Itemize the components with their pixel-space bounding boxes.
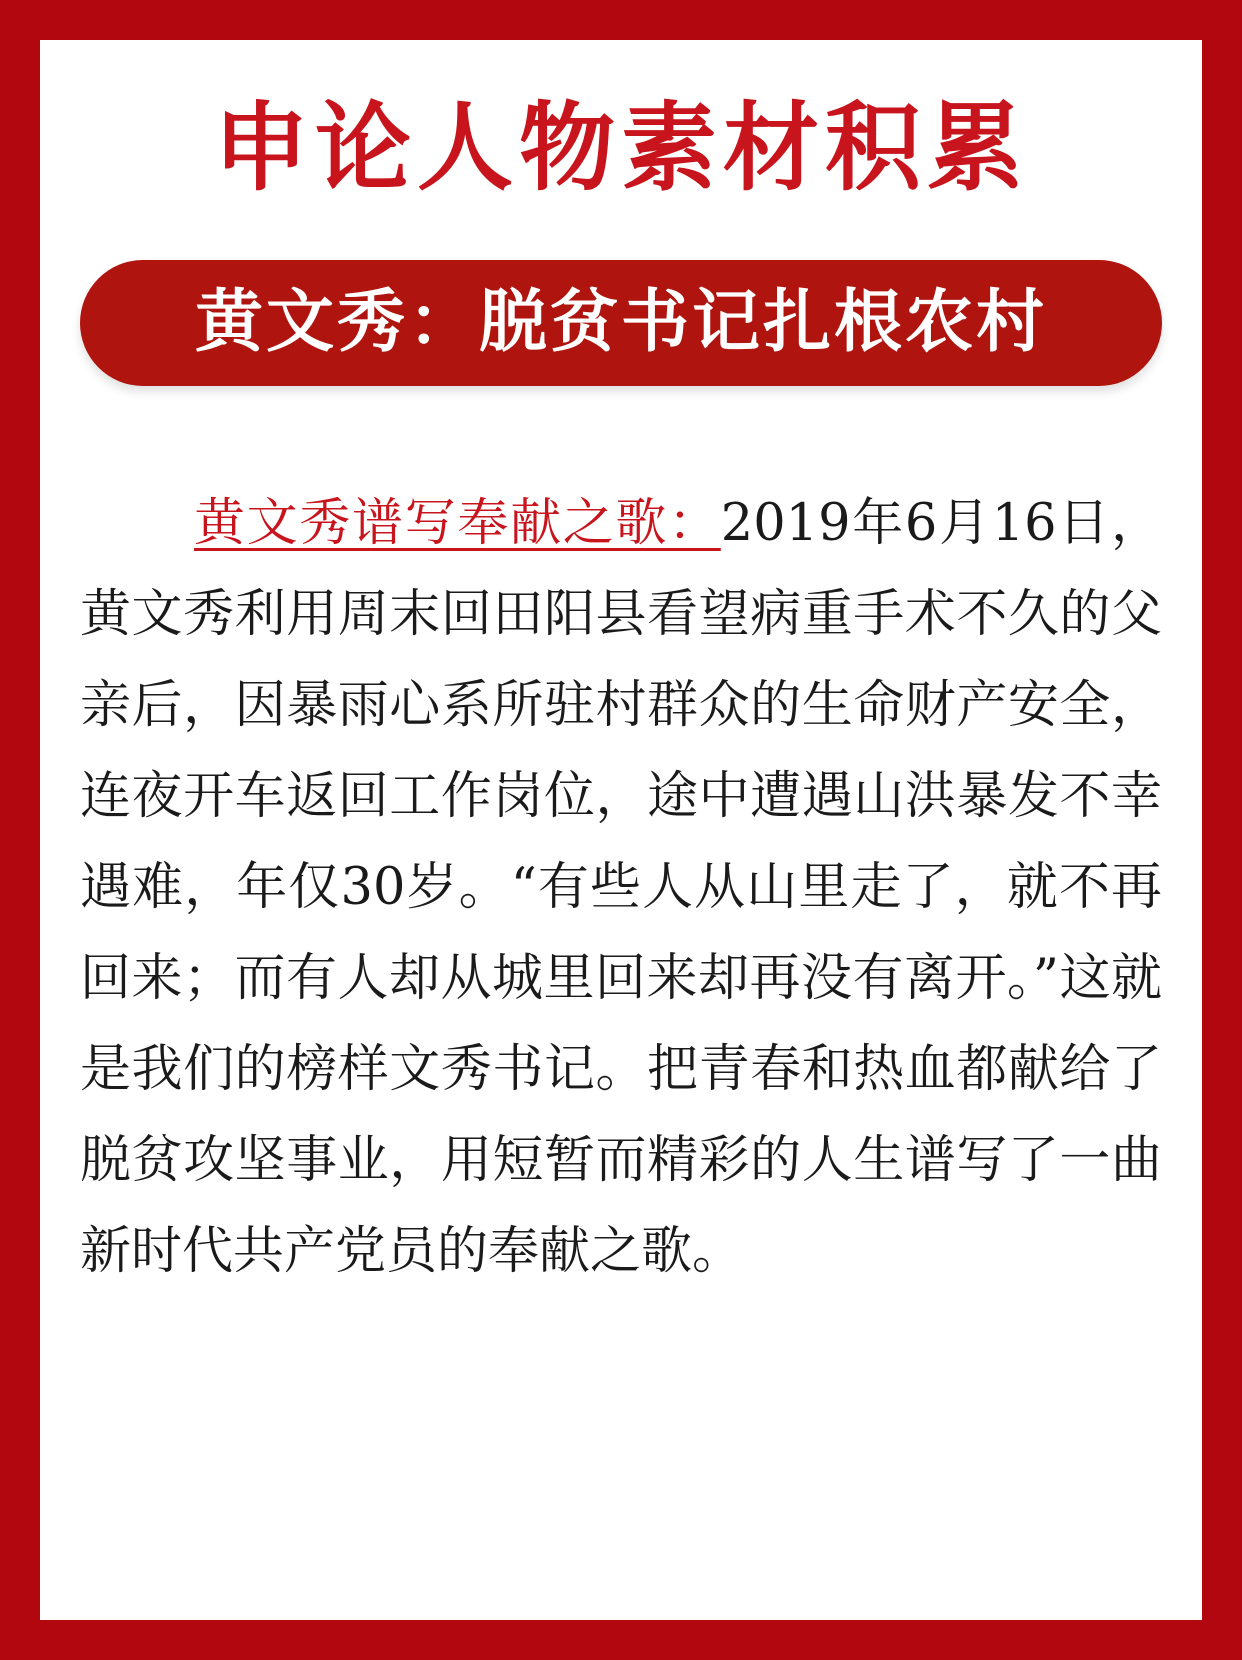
subtitle-banner-text: 黄文秀：脱贫书记扎根农村 (194, 283, 1047, 362)
article-body-text: 2019年6月16日，黄文秀利用周末回田阳县看望病重手术不久的父亲后，因暴雨心系所驻村群众的生命财产安全，连夜开车返回工作岗位，途中遭遇山洪暴发不幸遇难，年仅30岁。“有些人从山里走了，就不再回来；而有人却从城里回来却再没有离开。”这就是我们的榜样文秀书记。把青春和热血都献给了脱贫攻坚事业，用短暂而精彩的人生谱写了一曲新时代共产党员的奉献之歌。 (80, 494, 1162, 1281)
article-lead-heading: 黄文秀谱写奉献之歌： (194, 494, 721, 553)
page-title: 申论人物素材积累 (213, 92, 1029, 204)
article-paragraph (80, 478, 1162, 1297)
subtitle-banner (80, 260, 1162, 386)
